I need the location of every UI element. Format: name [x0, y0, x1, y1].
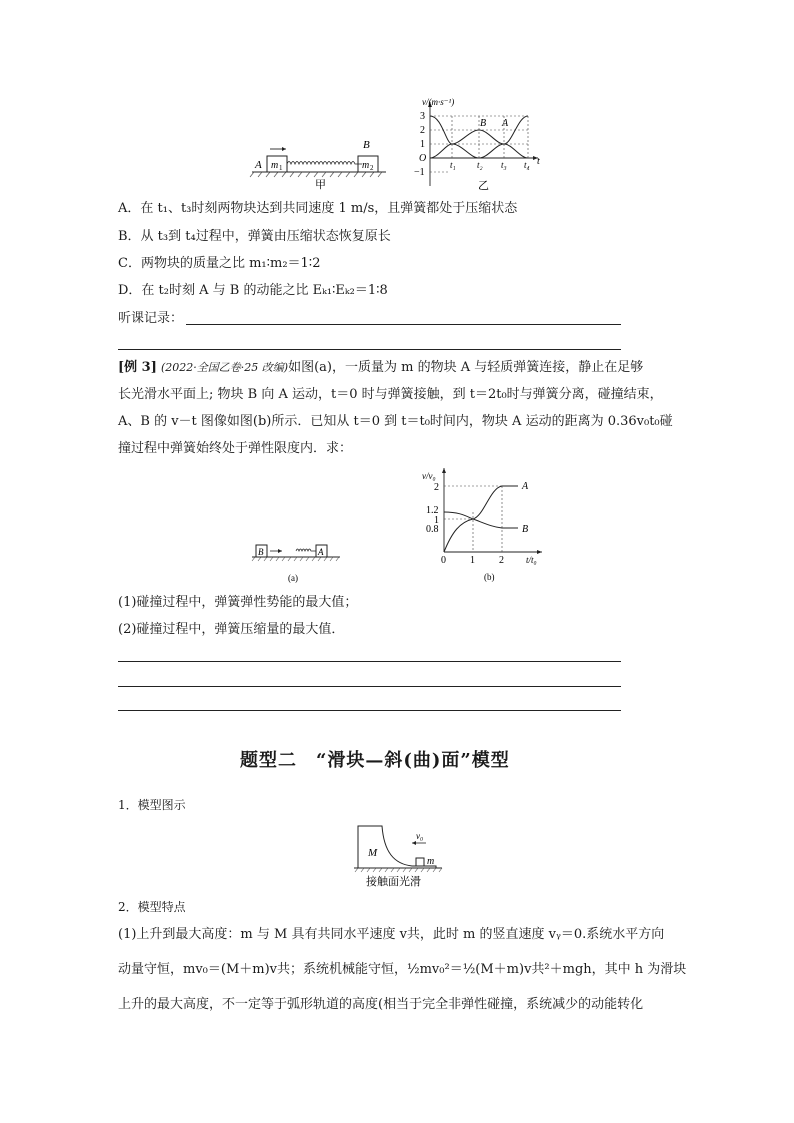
svg-text:1: 1: [279, 164, 283, 172]
svg-text:2: 2: [434, 482, 439, 493]
svg-text:A: A: [318, 547, 324, 557]
caption-b: (b): [484, 572, 495, 582]
figure-b: [414, 466, 546, 584]
spring-a: [296, 549, 316, 551]
curve-b-b: [444, 512, 518, 528]
notes-label: 听课记录：: [118, 311, 184, 326]
svg-text:0.8: 0.8: [426, 524, 439, 535]
svg-text:B: B: [258, 547, 264, 557]
question-2: (2)碰撞过程中，弹簧压缩量的最大值．: [118, 622, 345, 637]
label-b: B: [363, 139, 370, 151]
svg-text:B: B: [480, 118, 487, 129]
svg-text:−1: −1: [414, 167, 425, 178]
caption-smooth: 接触面光滑: [366, 876, 421, 888]
notes-line-2[interactable]: [118, 349, 621, 350]
section-title: 题型二 “滑块—斜(曲)面”模型: [240, 750, 510, 771]
svg-text:t₃: t₃: [501, 160, 507, 170]
svg-text:2: 2: [370, 164, 374, 172]
item-2: 2．模型特点: [118, 900, 186, 914]
svg-text:0: 0: [441, 555, 446, 566]
svg-text:1: 1: [420, 139, 425, 150]
figure-jia: [248, 132, 390, 192]
svg-text:v₀: v₀: [416, 831, 424, 841]
svg-text:A: A: [502, 118, 509, 129]
figure-yi: [414, 96, 546, 194]
svg-text:m: m: [271, 160, 279, 171]
svg-text:t₄: t₄: [524, 160, 530, 170]
para-line-2: 动量守恒，mv₀＝(M＋m)v共；系统机械能守恒，½mv₀²＝½(M＋m)v共²＋mgh，其中 h 为滑块: [118, 962, 687, 977]
example3-line-1: [例 3] (2022·全国乙卷·25 改编)如图(a)，一质量为 m 的物块 A 与轻质弹簧连接，静止在足够: [118, 360, 644, 375]
svg-text:t₂: t₂: [477, 160, 483, 170]
question-1: (1)碰撞过程中，弹簧弹性势能的最大值；: [118, 595, 358, 610]
option-d: D．在 t₂时刻 A 与 B 的动能之比 Eₖ₁∶Eₖ₂＝1∶8: [118, 283, 388, 298]
example3-line-4: 撞过程中弹簧始终处于弹性限度内．求：: [118, 441, 353, 456]
item-1: 1．模型图示: [118, 798, 186, 812]
svg-text:t: t: [537, 156, 540, 167]
small-block: [416, 858, 424, 866]
example3-line-2: 长光滑水平面上; 物块 B 向 A 运动，t＝0 时与弹簧接触，到 t＝2t₀时与弹簧分离，碰撞结束，: [118, 387, 663, 402]
y-label: v/(m·s⁻¹): [422, 97, 455, 107]
para-line-1: (1)上升到最大高度：m 与 M 具有共同水平速度 v共，此时 m 的竖直速度 vᵧ＝0.系统水平方向: [118, 927, 665, 942]
option-b: B．从 t₃到 t₄过程中，弹簧由压缩状态恢复原长: [118, 229, 391, 244]
caption-jia: 甲: [315, 179, 326, 191]
svg-text:3: 3: [420, 111, 425, 122]
svg-text:A: A: [522, 481, 529, 492]
figure-a: [250, 536, 342, 586]
svg-text:t₁: t₁: [450, 160, 456, 170]
curve-a-b: [444, 486, 518, 552]
y-label-b: v/v₀: [422, 471, 436, 481]
para-line-3: 上升的最大高度，不一定等于弧形轨道的高度(相当于完全非弹性碰撞，系统减少的动能转化: [118, 997, 644, 1012]
svg-text:1: 1: [470, 555, 475, 566]
answer-line-3[interactable]: [118, 710, 621, 711]
svg-text:B: B: [522, 524, 529, 535]
figure-slider: [352, 822, 444, 890]
example-tag: [例 3]: [118, 360, 157, 375]
caption-a: (a): [288, 573, 298, 583]
svg-text:2: 2: [420, 125, 425, 136]
example-source: (2022·全国乙卷·25 改编): [161, 361, 289, 374]
spring: [287, 162, 362, 165]
option-a: A．在 t₁、t₃时刻两物块达到共同速度 1 m/s，且弹簧都处于压缩状态: [118, 201, 518, 216]
label-a: A: [255, 159, 262, 171]
example3-line-3: A、B 的 v－t 图像如图(b)所示．已知从 t＝0 到 t＝t₀时间内，物块 A 运动的距离为 0.36v₀t₀碰: [118, 414, 673, 429]
caption-yi: 乙: [478, 180, 489, 192]
svg-text:1.2: 1.2: [426, 505, 439, 516]
notes-line-1[interactable]: [186, 324, 621, 325]
svg-text:t/t₀: t/t₀: [526, 555, 537, 565]
svg-text:m: m: [362, 160, 370, 171]
svg-text:2: 2: [499, 555, 504, 566]
svg-text:O: O: [419, 153, 427, 164]
svg-text:M: M: [368, 847, 378, 859]
svg-text:1: 1: [434, 515, 439, 526]
option-c: C．两物块的质量之比 m₁∶m₂＝1∶2: [118, 256, 321, 271]
svg-text:m: m: [427, 856, 435, 867]
answer-line-2[interactable]: [118, 686, 621, 687]
answer-line-1[interactable]: [118, 661, 621, 662]
